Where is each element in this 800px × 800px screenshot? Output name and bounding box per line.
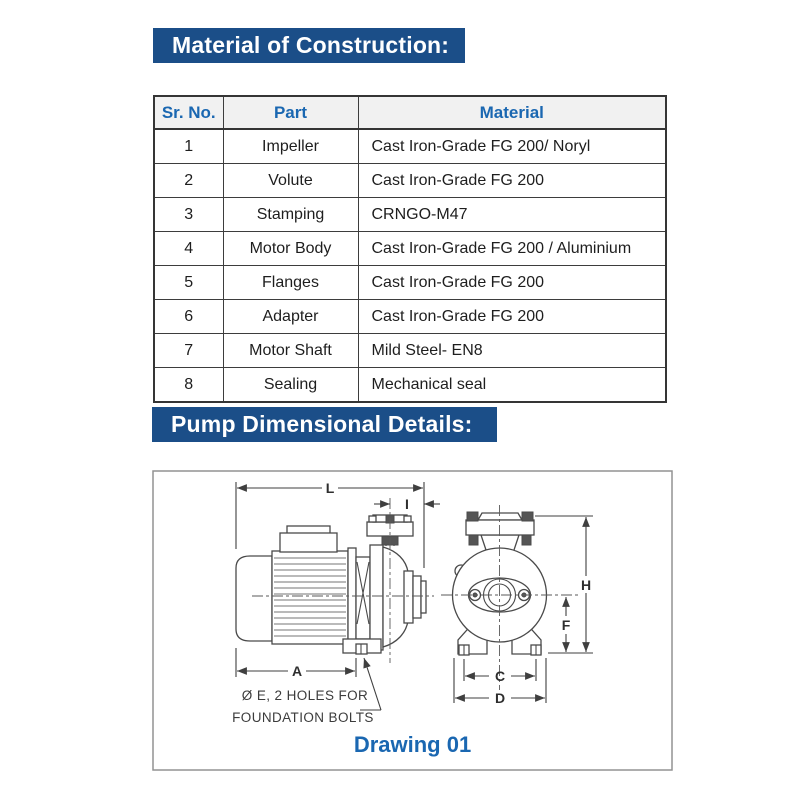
cell-part: Flanges [223,266,358,300]
cell-part: Sealing [223,368,358,403]
cell-material: Cast Iron-Grade FG 200 [358,300,666,334]
cell-sr-no: 7 [154,334,223,368]
dimension-label-L: L [325,480,335,496]
cell-material: Cast Iron-Grade FG 200 / Aluminium [358,232,666,266]
annotation-line-2: FOUNDATION BOLTS [232,710,374,725]
cell-sr-no: 8 [154,368,223,403]
foundation-bolt-annotation [232,658,381,725]
table-row [154,334,666,368]
pump-drawing-svg [152,470,673,771]
table-row [154,198,666,232]
dimension-F [562,597,571,652]
section-title-dimensional: Pump Dimensional Details: [152,407,497,442]
dimension-label-I: I [405,496,409,512]
front-flange-plate [466,520,534,535]
cell-material: Cast Iron-Grade FG 200/ Noryl [358,129,666,164]
front-flange-bolt-right [522,512,533,521]
discharge-flange-3 [421,581,426,613]
cell-material: Cast Iron-Grade FG 200 [358,164,666,198]
dimension-label-A: A [291,663,303,679]
annotation-line-1: Ø E, 2 HOLES FOR [241,688,369,703]
front-flange-cap [478,513,522,520]
column-header-material: Material [358,96,666,129]
cell-sr-no: 2 [154,164,223,198]
dimension-C [464,659,536,684]
cell-sr-no: 3 [154,198,223,232]
table-row [154,232,666,266]
motor-rear-cap [236,556,272,641]
flange-bolt-right [404,516,411,522]
terminal-box [280,533,337,552]
cell-sr-no: 6 [154,300,223,334]
pump-drawing [152,470,673,771]
front-view [441,505,578,690]
cell-material: Cast Iron-Grade FG 200 [358,266,666,300]
cell-part: Adapter [223,300,358,334]
cell-part: Volute [223,164,358,198]
front-flange-nut-right [522,535,531,545]
column-header-part: Part [223,96,358,129]
dimension-A [236,648,356,679]
cell-sr-no: 1 [154,129,223,164]
side-view [236,498,434,663]
cell-material: Mild Steel- EN8 [358,334,666,368]
materials-table [153,95,667,403]
cell-sr-no: 4 [154,232,223,266]
dimension-label-C: C [494,668,506,684]
dimension-I [374,496,440,512]
cell-material: Mechanical seal [358,368,666,403]
table-row [154,266,666,300]
table-row [154,164,666,198]
cell-part: Impeller [223,129,358,164]
flange-bolt-left [369,516,376,522]
cell-part: Motor Shaft [223,334,358,368]
front-flange-nut-left [469,535,478,545]
table-row [154,300,666,334]
column-header-sr-no: Sr. No. [154,96,223,129]
dimension-label-F: F [561,617,571,633]
front-flange-bolt-left [467,512,478,521]
discharge-flange-2 [413,576,421,618]
table-row [154,368,666,403]
drawing-caption: Drawing 01 [353,732,472,757]
discharge-flange-1 [404,571,413,623]
dimension-label-D: D [494,690,506,706]
cell-part: Stamping [223,198,358,232]
cell-part: Motor Body [223,232,358,266]
section-title-material: Material of Construction: [153,28,465,63]
cell-material: CRNGO-M47 [358,198,666,232]
table-row [154,129,666,164]
table-header-row [154,96,666,129]
adapter-ring [348,548,356,646]
pump-backplate [370,545,383,650]
cell-sr-no: 5 [154,266,223,300]
dimension-label-H: H [580,577,592,593]
